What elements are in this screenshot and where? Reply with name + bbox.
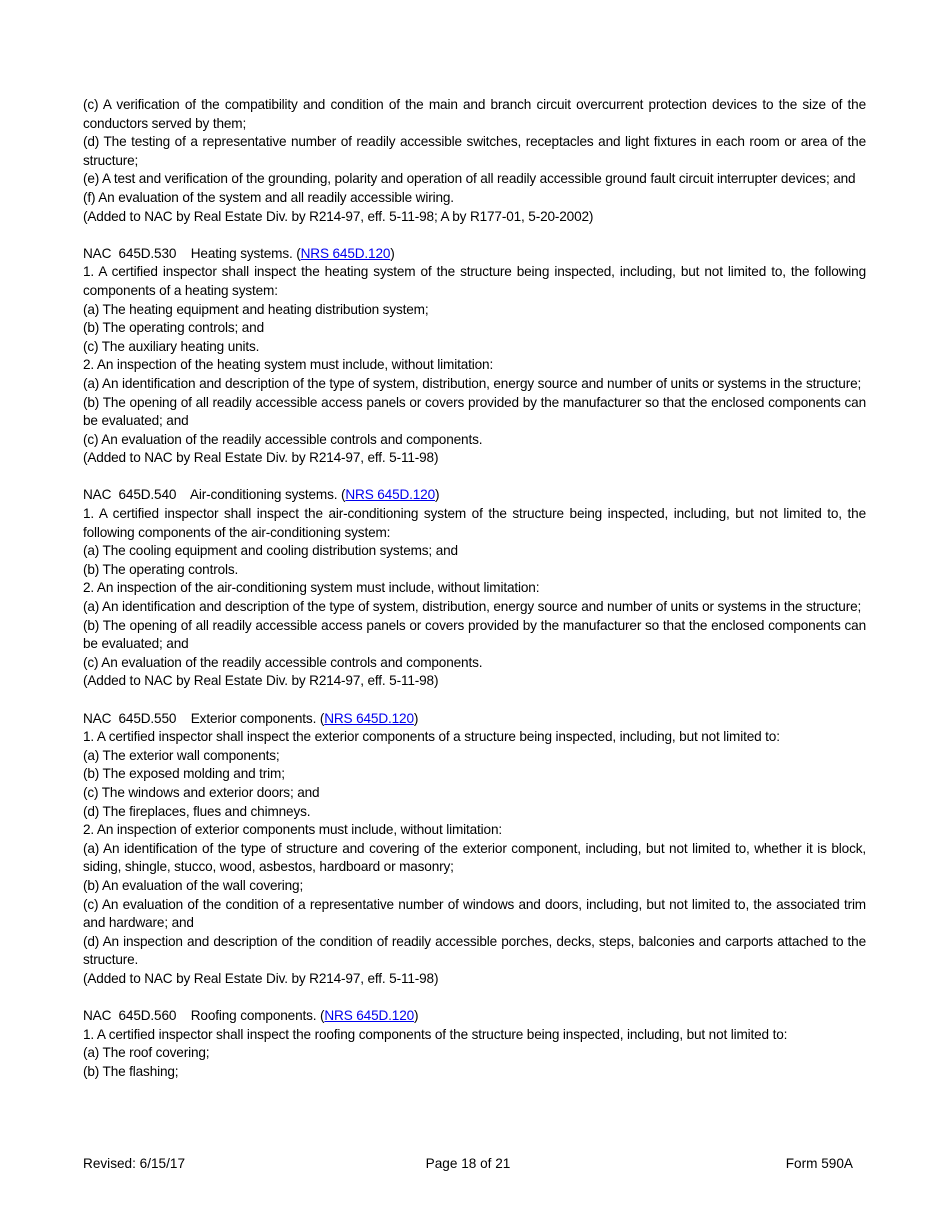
intro-item-c: (c) A verification of the compatibility and condition of the main and branch circuit overcurrent protection devices to the size of the conductors served by them;	[83, 97, 866, 131]
paragraph-1: 1. A certified inspector shall inspect the exterior components of a structure being inspected, including, but not limited to:	[83, 729, 780, 745]
item-a: (a) The roof covering;	[83, 1045, 210, 1061]
section-heading: NAC 645D.550 Exterior components. (NRS 645D.120)	[83, 710, 419, 726]
item-a: (a) An identification and description of the type of system, distribution, energy source and number of units or systems in the structure;	[83, 375, 862, 391]
history-note: (Added to NAC by Real Estate Div. by R214-97, eff. 5-11-98; A by R177-01, 5-20-2002)	[83, 208, 594, 224]
nrs-link[interactable]: NRS 645D.120	[345, 487, 436, 503]
intro-item-f: (f) An evaluation of the system and all readily accessible wiring.	[83, 189, 454, 205]
item-c: (c) An evaluation of the readily accessible controls and components.	[83, 431, 483, 447]
section-exterior-components	[83, 710, 866, 989]
form-number: Form 590A	[785, 1156, 853, 1171]
section-gap	[83, 691, 866, 710]
nrs-link[interactable]: NRS 645D.120	[324, 1008, 415, 1024]
intro-item-e: (e) A test and verification of the grounding, polarity and operation of all readily accessible ground fault circuit interrupter devices; and	[83, 171, 856, 187]
item-d: (d) The fireplaces, flues and chimneys.	[83, 803, 311, 819]
item-b: (b) An evaluation of the wall covering;	[83, 877, 304, 893]
revised-date: Revised: 6/15/17	[83, 1156, 186, 1171]
nrs-link[interactable]: NRS 645D.120	[300, 245, 391, 261]
item-a: (a) An identification of the type of structure and covering of the exterior component, including, but not limited to, whether it is block, siding, shingle, stucco, wood, asbestos, hardboard or masonry;	[83, 840, 866, 875]
section-heading: NAC 645D.530 Heating systems. (NRS 645D.120)	[83, 245, 395, 261]
section-heading: NAC 645D.540 Air-conditioning systems. (NRS 645D.120)	[83, 487, 440, 503]
item-b: (b) The exposed molding and trim;	[83, 766, 285, 782]
section-roofing-components	[83, 1007, 866, 1081]
paragraph-2: 2. An inspection of exterior components must include, without limitation:	[83, 822, 502, 838]
section-heating-systems	[83, 245, 866, 468]
history-note: (Added to NAC by Real Estate Div. by R214-97, eff. 5-11-98)	[83, 673, 439, 689]
item-b: (b) The flashing;	[83, 1063, 179, 1079]
history-note: (Added to NAC by Real Estate Div. by R214-97, eff. 5-11-98)	[83, 450, 439, 466]
page-number: Page 18 of 21	[425, 1156, 511, 1171]
paragraph-1: 1. A certified inspector shall inspect the roofing components of the structure being inspected, including, but not limited to:	[83, 1026, 788, 1042]
item-b: (b) The opening of all readily accessible access panels or covers provided by the manufacturer so that the enclosed components can be evaluated; and	[83, 394, 866, 429]
section-gap	[83, 226, 866, 245]
paragraph-2: 2. An inspection of the heating system must include, without limitation:	[83, 357, 494, 373]
item-b: (b) The operating controls.	[83, 561, 239, 577]
item-a: (a) The cooling equipment and cooling distribution systems; and	[83, 543, 458, 559]
item-b: (b) The opening of all readily accessible access panels or covers provided by the manufacturer so that the enclosed components can be evaluated; and	[83, 617, 866, 652]
section-air-conditioning-systems	[83, 486, 866, 691]
item-c: (c) An evaluation of the condition of a representative number of windows and doors, including, but not limited to, the associated trim and hardware; and	[83, 896, 866, 931]
section-gap	[83, 468, 866, 487]
item-a: (a) The heating equipment and heating distribution system;	[83, 301, 429, 317]
section-gap	[83, 989, 866, 1008]
item-c: (c) The windows and exterior doors; and	[83, 784, 320, 800]
paragraph-2: 2. An inspection of the air-conditioning system must include, without limitation:	[83, 580, 540, 596]
item-a: (a) The exterior wall components;	[83, 747, 280, 763]
paragraph-1: 1. A certified inspector shall inspect the heating system of the structure being inspected, including, but not limited to, the following components of a heating system:	[83, 264, 866, 298]
item-d: (d) An inspection and description of the condition of readily accessible porches, decks, steps, balconies and carports attached to the structure.	[83, 933, 866, 968]
document-body	[83, 96, 866, 1081]
intro-block	[83, 96, 866, 226]
item-c: (c) An evaluation of the readily accessible controls and components.	[83, 654, 483, 670]
page-footer	[83, 1155, 853, 1175]
nrs-link[interactable]: NRS 645D.120	[324, 710, 414, 726]
item-c: (c) The auxiliary heating units.	[83, 338, 260, 354]
paragraph-1: 1. A certified inspector shall inspect the air-conditioning system of the structure being inspected, including, but not limited to, the following components of the air-conditioning system:	[83, 506, 866, 540]
item-b: (b) The operating controls; and	[83, 320, 264, 336]
item-a: (a) An identification and description of the type of system, distribution, energy source and number of units or systems in the structure;	[83, 599, 862, 615]
section-heading: NAC 645D.560 Roofing components. (NRS 645D.120)	[83, 1008, 419, 1024]
history-note: (Added to NAC by Real Estate Div. by R214-97, eff. 5-11-98)	[83, 970, 439, 986]
intro-item-d: (d) The testing of a representative number of readily accessible switches, receptacles and light fixtures in each room or area of the structure;	[83, 134, 866, 168]
